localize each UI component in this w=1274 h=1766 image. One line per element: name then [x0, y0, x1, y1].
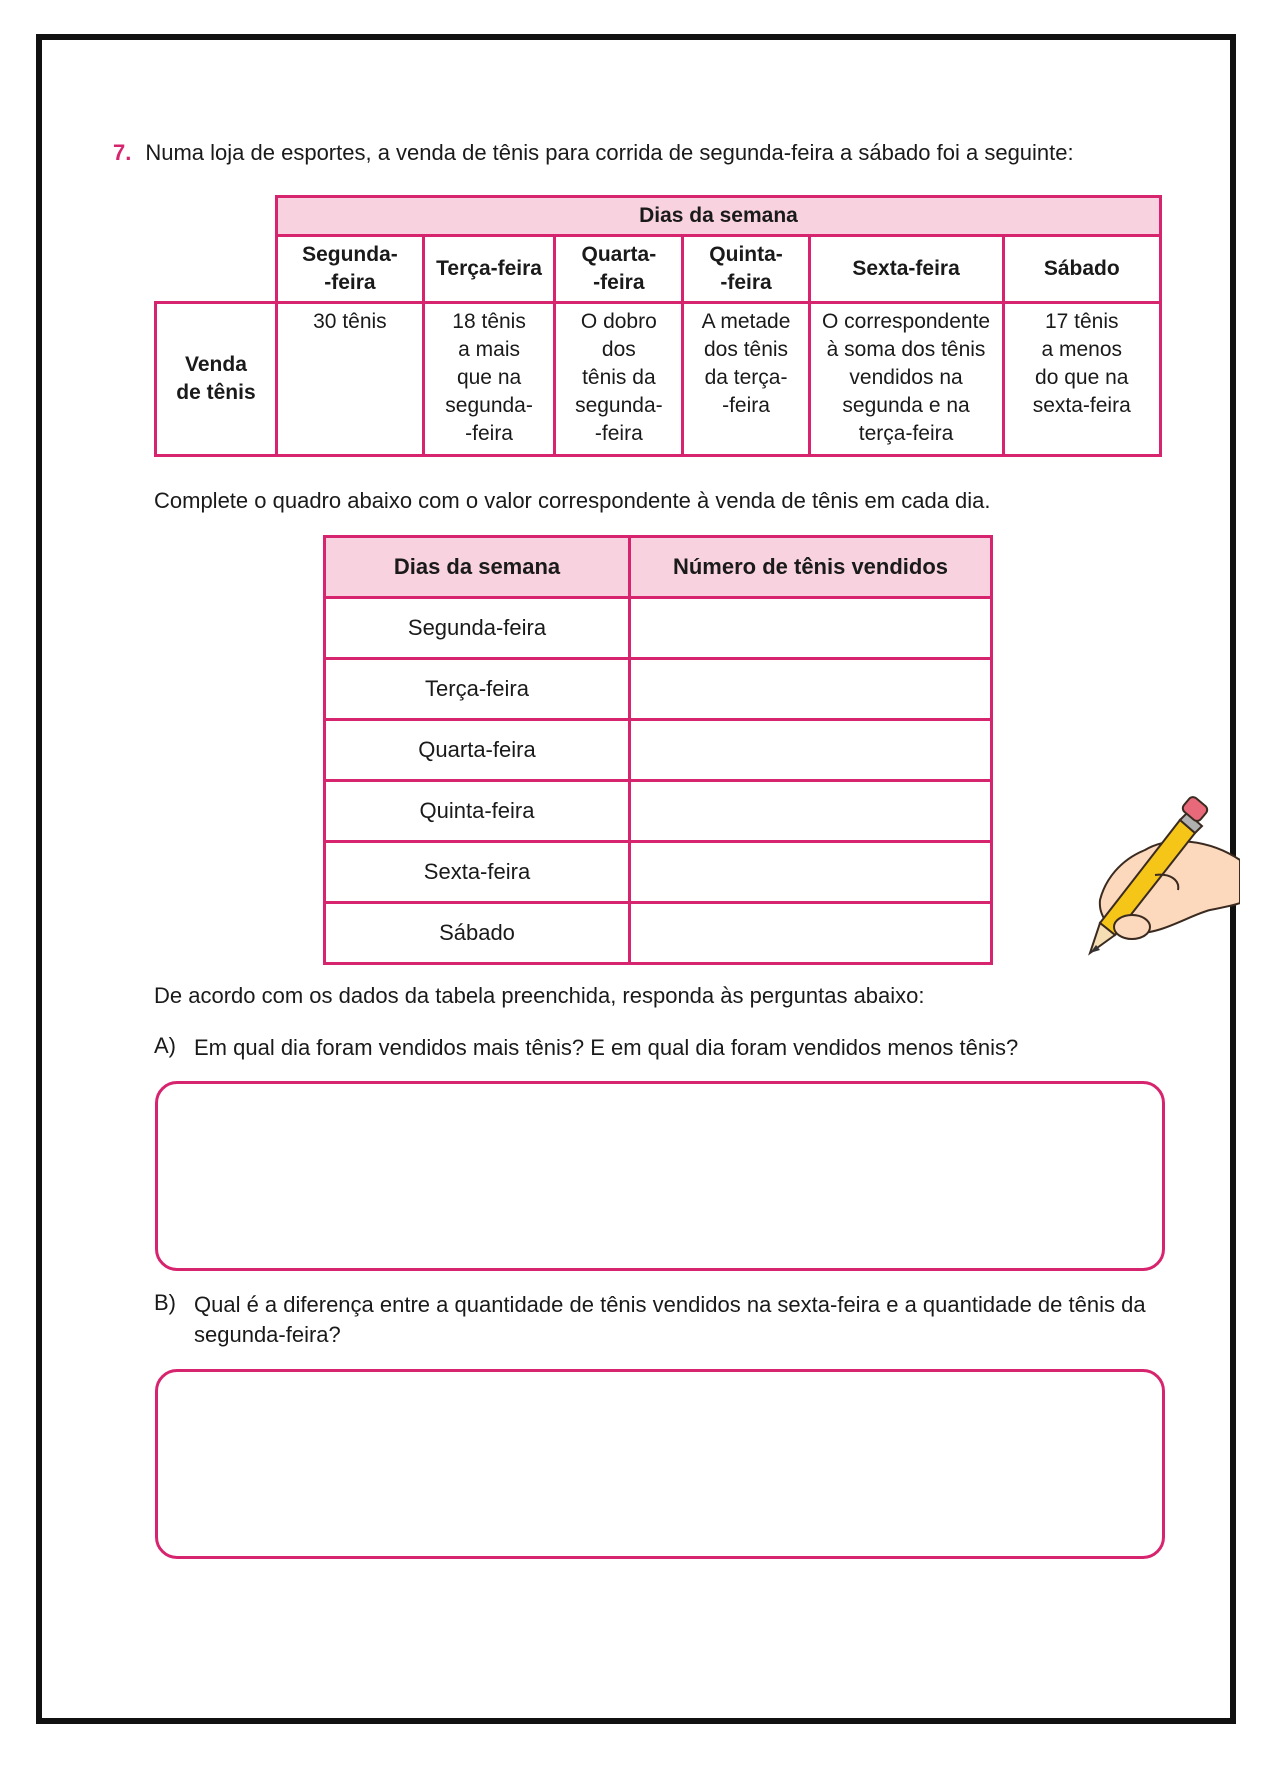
question-a: [154, 1033, 1164, 1063]
cell-friday: O correspondente à soma dos tênis vendidos na segunda e na terça-feira: [809, 303, 1003, 456]
answer-input-cell[interactable]: [630, 598, 992, 659]
question-b-label: B): [154, 1290, 176, 1315]
question-a-text: Em qual dia foram vendidos mais tênis? E em qual dia foram vendidos menos tênis?: [194, 1035, 1019, 1060]
answer-input-cell[interactable]: [630, 903, 992, 964]
answer-row-label: Sexta-feira: [325, 842, 630, 903]
day-saturday: Sábado: [1003, 236, 1160, 303]
answer-col-days: Dias da semana: [325, 537, 630, 598]
cell-saturday: 17 tênis a menos do que na sexta-feira: [1003, 303, 1160, 456]
question-title: [113, 140, 1074, 166]
answer-row-label: Segunda-feira: [325, 598, 630, 659]
question-b: [154, 1290, 1164, 1350]
answer-input-cell[interactable]: [630, 659, 992, 720]
cell-tuesday: 18 tênis a mais que na segunda- -feira: [423, 303, 554, 456]
day-friday: Sexta-feira: [809, 236, 1003, 303]
question-a-label: A): [154, 1033, 176, 1058]
answer-row-label: Terça-feira: [325, 659, 630, 720]
answer-row-label: Quarta-feira: [325, 720, 630, 781]
answer-row-label: Quinta-feira: [325, 781, 630, 842]
sales-description-table: [154, 195, 1162, 457]
day-monday: Segunda- -feira: [276, 236, 423, 303]
day-thursday: Quinta- -feira: [683, 236, 809, 303]
question-number: 7.: [113, 140, 132, 165]
answer-input-cell[interactable]: [630, 781, 992, 842]
answer-row-label: Sábado: [325, 903, 630, 964]
answer-input-cell[interactable]: [630, 842, 992, 903]
cell-thursday: A metade dos tênis da terça- -feira: [683, 303, 809, 456]
question-text: Numa loja de esportes, a venda de tênis para corrida de segunda-feira a sábado foi a seguinte:: [145, 140, 1074, 165]
day-wednesday: Quarta- -feira: [555, 236, 683, 303]
answer-table: [323, 535, 993, 965]
row-label-sales: Venda de tênis: [156, 303, 277, 456]
question-b-text: Qual é a diferença entre a quantidade de tênis vendidos na sexta-feira e a quantidade de tênis da segunda-feira?: [194, 1292, 1146, 1347]
cell-monday: 30 tênis: [276, 303, 423, 456]
answer-box-b[interactable]: [155, 1369, 1165, 1559]
days-header: Dias da semana: [276, 197, 1160, 236]
instruction-text: Complete o quadro abaixo com o valor correspondente à venda de tênis em cada dia.: [154, 488, 991, 513]
answer-box-a[interactable]: [155, 1081, 1165, 1271]
answer-input-cell[interactable]: [630, 720, 992, 781]
day-tuesday: Terça-feira: [423, 236, 554, 303]
hand-pencil-icon: [1060, 795, 1240, 975]
cell-wednesday: O dobro dos tênis da segunda- -feira: [555, 303, 683, 456]
follow-up-text: De acordo com os dados da tabela preenchida, responda às perguntas abaixo:: [154, 983, 925, 1008]
answer-col-count: Número de tênis vendidos: [630, 537, 992, 598]
